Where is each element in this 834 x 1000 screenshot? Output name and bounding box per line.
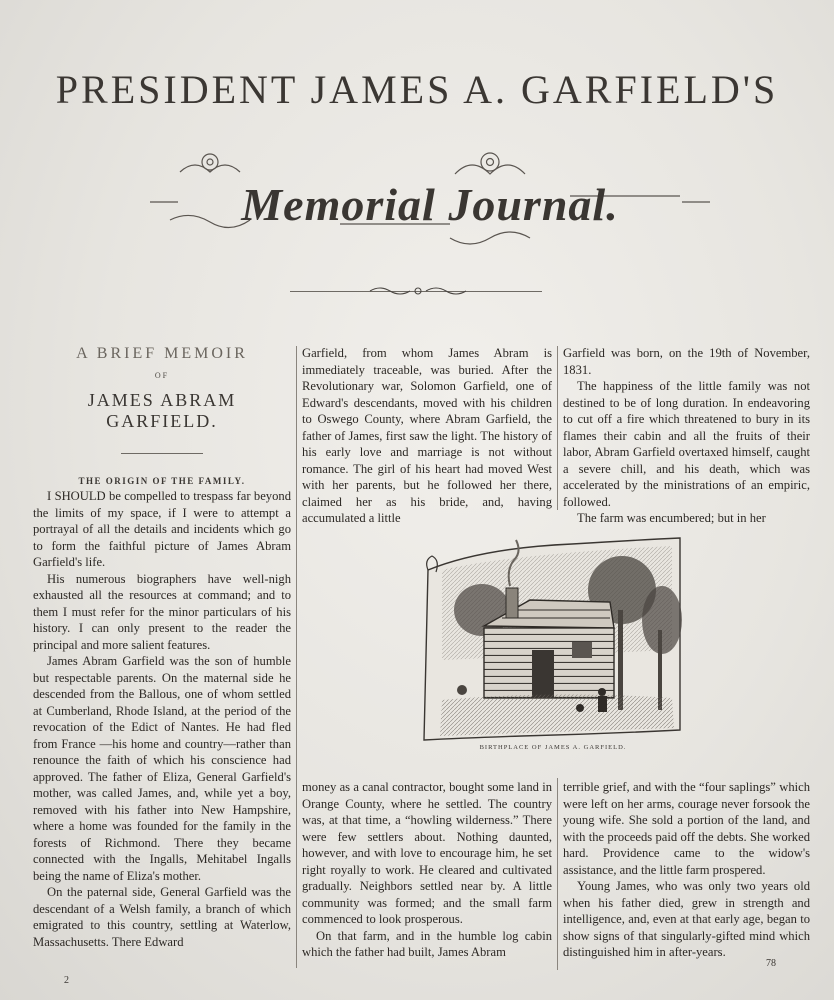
paragraph: money as a canal contractor, bought some land in Orange County, where he settled. The country was, at that time, a “howling wilderness.” There were few settlers about. Nothing daunted, however, and with love to encourage him, he set right royally to work. He cleared and cultivated gradually. Neighbors settled near by. A little community was formed; and the small farm commenced to look prosperous. — [302, 780, 552, 926]
memoir-name: JAMES ABRAM GARFIELD. — [87, 390, 237, 431]
divider-ornament-icon — [368, 284, 468, 298]
paragraph: Garfield, from whom James Abram is immediately traceable, was buried. After the Revolutionary war, Solomon Garfield, one of Edward's descendants, moved with his children to Oswego County, where Abram Garfield, the father of James, first saw the light. The history of his early love and marriage is not without romance. The girl of his heart had moved West with her parents, but he followed her there, claimed her as his bride, and, having accumulated a little — [302, 346, 552, 525]
paragraph: On the paternal side, General Garfield was the descendant of a Welsh family, a branch of which emigrated to this country, settling at Waterlow, Massachusetts. There Edward — [33, 885, 291, 949]
paragraph: James Abram Garfield was the son of humble but respectable parents. On the maternal side he descended from the Ballous, one of whom settled at Cumberland, Rhode Island, at the period of the revocation of the Edict of Nantes. He had fled from France —his home and country—rather than renounce the faith of which his conscience had approved. The father of Eliza, General Garfield's mother, was called James, and, while yet a boy, removed with his father into New Hampshire, where a home was founded for the family in the forests of Richmond. There they became connected with the Ingalls, Mehitabel Ingalls being the name of Eliza's mother. — [33, 654, 291, 883]
paragraph: Garfield was born, on the 19th of November, 1831. — [563, 346, 810, 377]
log-cabin-engraving — [422, 530, 684, 752]
paragraph: On that farm, and in the humble log cabin which the father had built, James Abram — [302, 928, 552, 959]
memorial-journal-ornament — [150, 150, 710, 250]
section-heading: THE ORIGIN OF THE FAMILY. — [78, 476, 246, 486]
paragraph: The happiness of the little family was not destined to be of long duration. In endeavoring to cut off a fire which threatened to bury in its flames their cabin and all the fruits of their labor, Abram Garfield overtaxed himself, caught a severe chill, and his death, which was accelerated by the ministrations of an empiric, followed. — [563, 379, 810, 509]
page-number-right: 78 — [766, 958, 776, 969]
memoir-rule — [121, 453, 203, 454]
memoir-header — [33, 345, 291, 486]
journal-subtitle: Memorial Journal. — [241, 179, 619, 230]
column-divider — [557, 778, 558, 970]
column-divider — [557, 346, 558, 510]
paragraph: Young James, who was only two years old when his father died, grew in strength and intelligence, and, even at that early age, began to show signs of that singularly-gifted mind which distinguished him in after-years. — [563, 879, 810, 959]
left-column-text — [33, 488, 291, 950]
right-column-bottom — [563, 779, 810, 961]
paragraph: I SHOULD be compelled to trespass far beyond the limits of my space, if I were to attempt a portrayal of all the details and incidents which go to form the faithful picture of James Abram Garfield's life. — [33, 489, 291, 569]
page-number-left: 2 — [64, 975, 69, 986]
middle-column-top — [302, 345, 552, 527]
illustration-caption: BIRTHPLACE OF JAMES A. GARFIELD. — [479, 744, 627, 751]
paragraph: His numerous biographers have well-nigh exhausted all the resources at command; and to them I must refer for the minor particulars of his history. I can only present to the reader the principal and more salient features. — [33, 571, 291, 652]
paragraph: terrible grief, and with the “four saplings” which were left on her arms, courage never forsook the young wife. She sold a portion of the land, and with the proceeds paid off the debts. She worked hard. Providence came to the widow's assistance, and the little farm prospered. — [563, 780, 810, 877]
birthplace-illustration — [422, 530, 684, 752]
memoir-heading: A BRIEF MEMOIR — [76, 345, 248, 362]
paragraph: The farm was encumbered; but in her — [577, 511, 766, 525]
journal-title: PRESIDENT JAMES A. GARFIELD'S — [55, 67, 779, 112]
middle-column-bottom — [302, 779, 552, 961]
memoir-of: OF — [154, 371, 170, 380]
right-column-top — [563, 345, 810, 527]
column-divider — [296, 346, 297, 968]
